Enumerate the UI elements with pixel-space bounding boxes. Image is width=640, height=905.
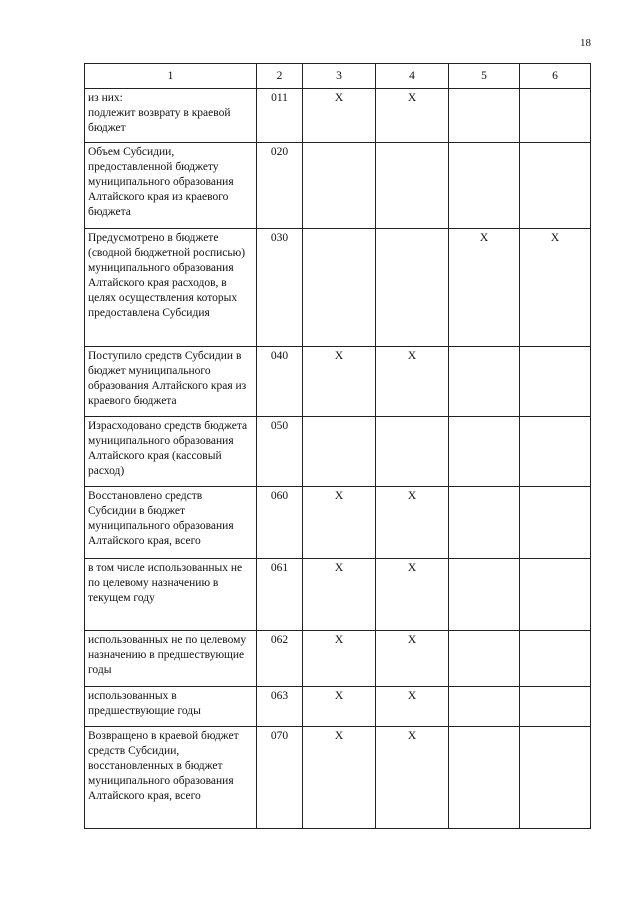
cell-col5: [449, 559, 520, 631]
table-row: [85, 687, 591, 727]
cell-col4: [376, 229, 449, 347]
cell-col5: [449, 143, 520, 229]
row-code: 040: [257, 347, 303, 417]
row-code: 070: [257, 727, 303, 829]
cell-col4: X: [376, 631, 449, 687]
row-code: 063: [257, 687, 303, 727]
header-row: [85, 64, 591, 89]
cell-col3: X: [303, 347, 376, 417]
cell-col4: X: [376, 487, 449, 559]
row-label: в том числе использованных не по целевому назначению в текущем году: [85, 559, 257, 631]
cell-col5: [449, 487, 520, 559]
row-label: Объем Субсидии, предоставленной бюджету муниципального образования Алтайского края из краевого бюджета: [85, 143, 257, 229]
row-code: 030: [257, 229, 303, 347]
row-label: [85, 89, 257, 143]
row-label: Израсходовано средств бюджета муниципального образования Алтайского края (кассовый расход): [85, 417, 257, 487]
table-row: [85, 143, 591, 229]
cell-col3: [303, 417, 376, 487]
column-header: 5: [449, 64, 520, 89]
row-code: 061: [257, 559, 303, 631]
report-table: [84, 63, 591, 829]
table-row: [85, 487, 591, 559]
cell-col4: X: [376, 89, 449, 143]
row-label: Возвращено в краевой бюджет средств Субсидии, восстановленных в бюджет муниципального образования Алтайского края, всего: [85, 727, 257, 829]
row-code: 020: [257, 143, 303, 229]
cell-col3: X: [303, 687, 376, 727]
cell-col4: X: [376, 559, 449, 631]
cell-col3: X: [303, 487, 376, 559]
cell-col3: [303, 229, 376, 347]
row-label: Восстановлено средств Субсидии в бюджет муниципального образования Алтайского края, всего: [85, 487, 257, 559]
table-row: [85, 631, 591, 687]
cell-col3: X: [303, 631, 376, 687]
cell-col6: [520, 687, 591, 727]
table-row: [85, 559, 591, 631]
cell-col4: [376, 417, 449, 487]
table-row: [85, 89, 591, 143]
row-label: Поступило средств Субсидии в бюджет муниципального образования Алтайского края из краевого бюджета: [85, 347, 257, 417]
column-header: 6: [520, 64, 591, 89]
cell-col4: X: [376, 727, 449, 829]
page-number: 18: [580, 37, 591, 49]
table-row: [85, 347, 591, 417]
cell-col6: [520, 347, 591, 417]
cell-col6: [520, 89, 591, 143]
cell-col5: [449, 727, 520, 829]
cell-col3: X: [303, 89, 376, 143]
cell-col5: [449, 687, 520, 727]
cell-col3: [303, 143, 376, 229]
column-header: 2: [257, 64, 303, 89]
table-row: [85, 229, 591, 347]
row-label: использованных в предшествующие годы: [85, 687, 257, 727]
table-row: [85, 417, 591, 487]
cell-col6: [520, 417, 591, 487]
cell-col6: [520, 143, 591, 229]
row-code: 011: [257, 89, 303, 143]
column-header: 3: [303, 64, 376, 89]
column-header: 4: [376, 64, 449, 89]
row-label: использованных не по целевому назначению в предшествующие годы: [85, 631, 257, 687]
row-label-text: из них: подлежит возврату в краевой бюджет: [88, 92, 231, 134]
cell-col5: [449, 89, 520, 143]
row-code: 060: [257, 487, 303, 559]
cell-col5: [449, 347, 520, 417]
cell-col5: X: [449, 229, 520, 347]
column-header: 1: [85, 64, 257, 89]
cell-col4: [376, 143, 449, 229]
row-label: Предусмотрено в бюджете (сводной бюджетной росписью) муниципального образования Алтайского края расходов, в целях осуществления которых предоставлена Субсидия: [85, 229, 257, 347]
cell-col6: [520, 631, 591, 687]
cell-col4: X: [376, 347, 449, 417]
cell-col4: X: [376, 687, 449, 727]
cell-col6: X: [520, 229, 591, 347]
row-code: 050: [257, 417, 303, 487]
cell-col6: [520, 727, 591, 829]
row-code: 062: [257, 631, 303, 687]
cell-col5: [449, 631, 520, 687]
cell-col3: X: [303, 727, 376, 829]
cell-col3: X: [303, 559, 376, 631]
cell-col5: [449, 417, 520, 487]
cell-col6: [520, 559, 591, 631]
cell-col6: [520, 487, 591, 559]
table-row: [85, 727, 591, 829]
